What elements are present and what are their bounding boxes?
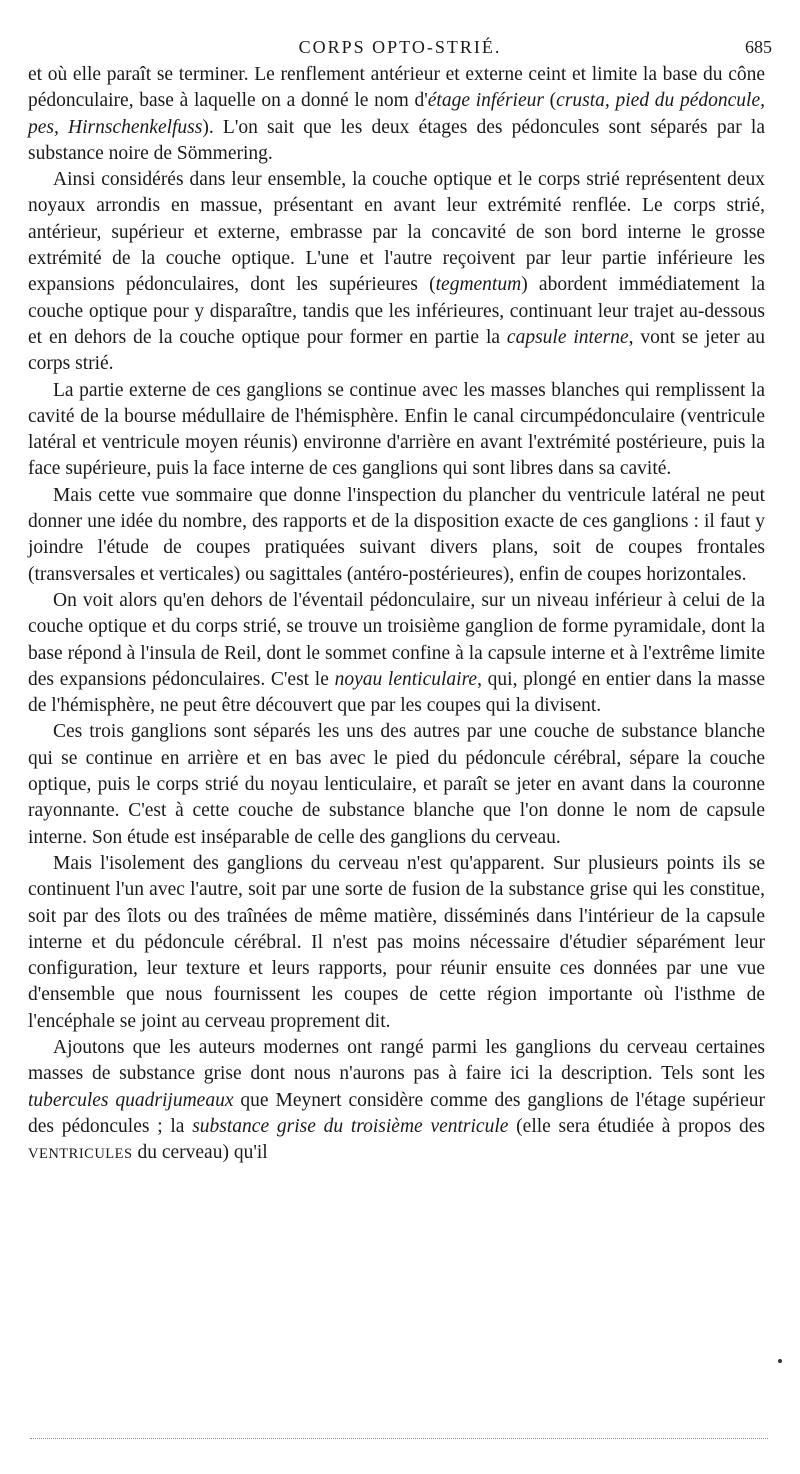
text-run: Mais cette vue sommaire que donne l'inspection du plancher du ventricule latéral ne peut donner une idée du nombre, des rapports et de la disposition exacte de ces ganglions : il faut y joindre l'étude de coupes pratiquées suivant divers plans, soit de coupes frontales (transversales et verticales) ou sagittales (antéro-postérieures), enfin de coupes horizontales.	[28, 484, 765, 585]
paragraph	[28, 851, 765, 1035]
italic-term: étage inférieur	[427, 90, 544, 112]
text-run: , qui, plongé en entier dans la masse de l'hémisphère, ne peut être découvert que par les coupes qui la divisent.	[28, 668, 765, 717]
text-run: ) abordent immédiatement la couche optique pour y disparaître, tandis que les inférieures, continuant leur trajet au-dessous et en dehors de la couche optique pour former en partie la	[28, 274, 765, 348]
text-run: Ces trois ganglions sont séparés les uns des autres par une couche de substance blanche qui se continue en arrière et en bas avec le pied du pédoncule cérébral, sépare la couche optique, puis le corps strié du noyau lenticulaire, et paraît se jeter en avant dans la couronne rayonnante. C'est à cette couche de substance blanche que l'on donne le nom de capsule interne. Son étude est inséparable de celle des ganglions du cerveau.	[28, 721, 765, 848]
body-text	[28, 62, 765, 1167]
footer-dotted-rule	[30, 1438, 768, 1439]
italic-term: substance grise du troisième ventricule	[192, 1115, 509, 1137]
text-run: que Meynert considère comme des ganglions de l'étage supérieur des pédoncules ; la	[28, 1089, 765, 1137]
paragraph	[28, 719, 765, 850]
running-head	[28, 34, 772, 60]
page-number: 685	[745, 37, 772, 57]
italic-term: tegmentum	[435, 274, 522, 296]
margin-mark	[778, 1359, 782, 1363]
italic-term: capsule interne	[506, 326, 629, 348]
paragraph	[28, 483, 765, 588]
text-run: Ainsi considérés dans leur ensemble, la couche optique et le corps strié représentent deux noyaux arrondis en massue, présentant en avant leur extrémité renflée. Le corps strié, antérieur, supérieur et externe, embrasse par la concavité de son bord interne le grosse extrémité de la couche optique. L'une et l'autre reçoivent par leur partie inférieure les expansions pédonculaires, dont les supérieures (	[28, 169, 765, 296]
text-run: Ajoutons que les auteurs modernes ont rangé parmi les ganglions du cerveau certaines masses de substance grise dont nous n'aurons pas à faire ici la description. Tels sont les	[28, 1036, 765, 1085]
italic-term: tubercules quadrijumeaux	[28, 1089, 234, 1111]
text-run: (	[543, 90, 557, 112]
small-caps-term: VENTRICULES	[28, 1146, 133, 1163]
text-run: du cerveau) qu'il	[132, 1142, 268, 1164]
text-run: On voit alors qu'en dehors de l'éventail pédonculaire, sur un niveau inférieur à celui de la couche optique et du corps strié, se trouve un troisième ganglion de forme pyramidale, dont la base répond à l'insula de Reil, dont le sommet confine à la capsule interne et à l'extrême limite des expansions pédonculaires. C'est le	[28, 589, 765, 690]
text-run: ). L'on sait que les deux étages des pédoncules sont séparés par la substance noire de Sömmering.	[28, 116, 765, 164]
paragraph	[28, 378, 765, 483]
paragraph	[28, 1035, 765, 1167]
text-run: (elle sera étudiée à propos des	[508, 1115, 765, 1137]
italic-term: crusta, pied du pédoncule, pes, Hirnschenkelfuss	[28, 90, 765, 138]
paragraph	[28, 588, 765, 719]
text-run: La partie externe de ces ganglions se continue avec les masses blanches qui remplissent la cavité de la bourse médullaire de l'hémisphère. Enfin le canal circumpédonculaire (ventricule latéral et ventricule moyen réunis) environne d'arrière en avant l'extrémité postérieure, puis la face supérieure, puis la face interne de ces ganglions qui sont libres dans sa cavité.	[28, 379, 765, 480]
running-title: CORPS OPTO-STRIÉ.	[298, 37, 502, 57]
text-run: Mais l'isolement des ganglions du cerveau n'est qu'apparent. Sur plusieurs points ils se continuent l'un avec l'autre, soit par une sorte de fusion de la substance grise qui les constitue, soit par des îlots ou des traînées de même matière, disséminés dans l'intérieur de la capsule interne et du pédoncule cérébral. Il n'est pas moins nécessaire d'étudier séparément leur configuration, leur texture et leurs rapports, pour réunir ensuite ces données par une vue d'ensemble que nous fournissent les coupes de cette région importante où l'isthme de l'encéphale se joint au cerveau proprement dit.	[28, 852, 765, 1032]
paragraph	[28, 62, 765, 167]
text-run: , vont se jeter au corps strié.	[28, 326, 765, 375]
paragraph	[28, 167, 765, 377]
text-run: et où elle paraît se terminer. Le renflement antérieur et externe ceint et limite la base du cône pédonculaire, base à laquelle on a donné le nom d'	[28, 64, 765, 112]
italic-term: noyau lenticulaire	[334, 668, 478, 690]
